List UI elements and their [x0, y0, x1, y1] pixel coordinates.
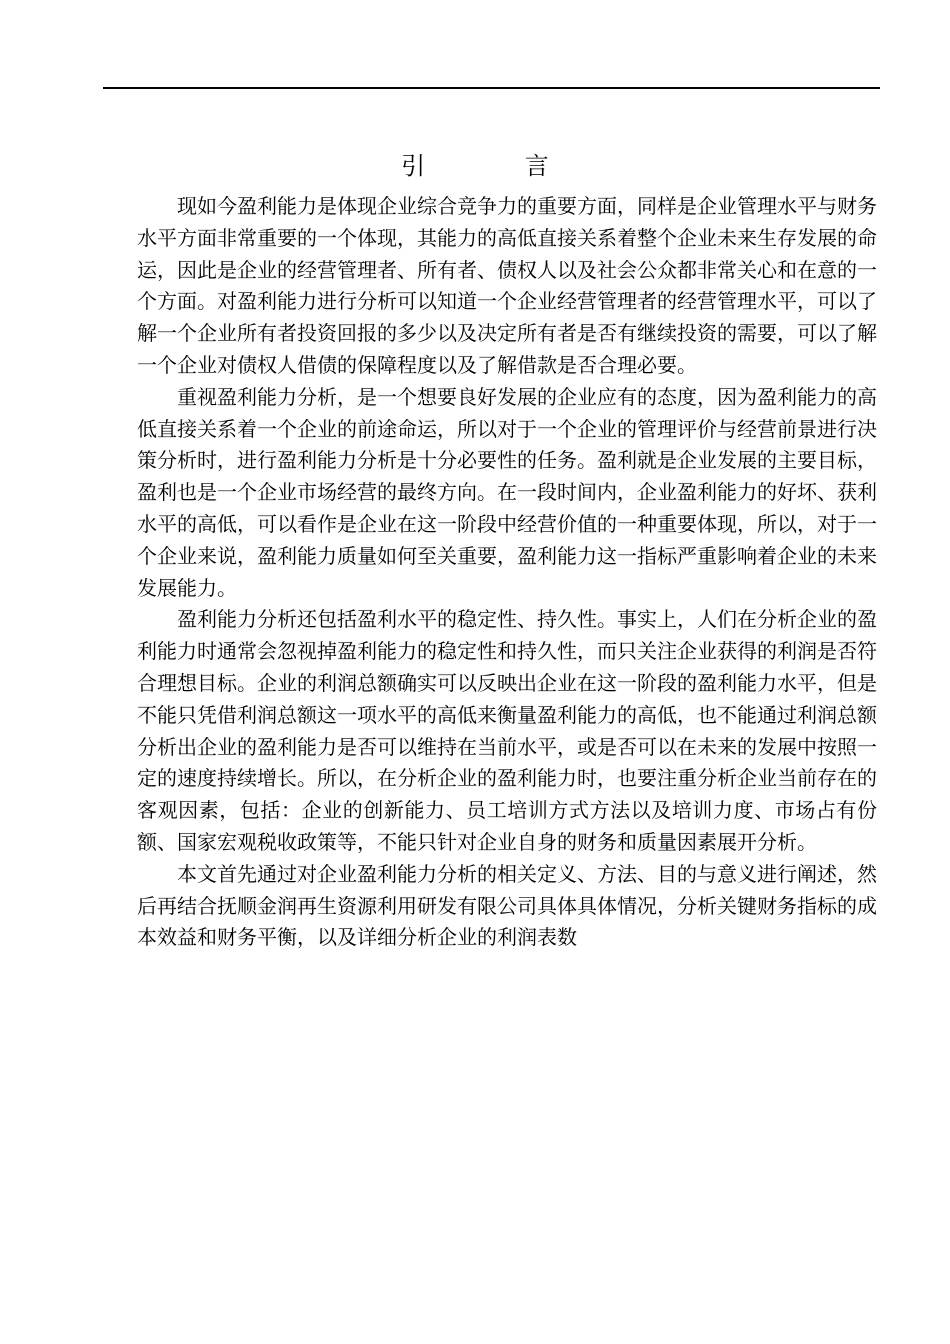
paragraph: 现如今盈利能力是体现企业综合竞争力的重要方面，同样是企业管理水平与财务水平方面非常重要的一个体现，其能力的高低直接关系着整个企业未来生存发展的命运，因此是企业的经营管理者、所有者、债权人以及社会公众都非常关心和在意的一个方面。对盈利能力进行分析可以知道一个企业经营管理者的经营管理水平，可以了解一个企业所有者投资回报的多少以及决定所有者是否有继续投资的需要，可以了解一个企业对债权人借债的保障程度以及了解借款是否合理必要。 — [137, 194, 877, 377]
paragraph: 盈利能力分析还包括盈利水平的稳定性、持久性。事实上，人们在分析企业的盈利能力时通常会忽视掉盈利能力的稳定性和持久性，而只关注企业获得的利润是否符合理想目标。企业的利润总额确实可以反映出企业在这一阶段的盈利能力水平，但是不能只凭借利润总额这一项水平的高低来衡量盈利能力的高低，也不能通过利润总额分析出企业的盈利能力是否可以维持在当前水平，或是否可以在未来的发展中按照一定的速度持续增长。所以，在分析企业的盈利能力时，也要注重分析企业当前存在的客观因素，包括：企业的创新能力、员工培训方式方法以及培训力度、市场占有份额、国家宏观税收政策等，不能只针对企业自身的财务和质量因素展开分析。 — [137, 607, 877, 854]
paragraph: 重视盈利能力分析，是一个想要良好发展的企业应有的态度，因为盈利能力的高低直接关系着一个企业的前途命运，所以对于一个企业的管理评价与经营前景进行决策分析时，进行盈利能力分析是十分必要性的任务。盈利就是企业发展的主要目标，盈利也是一个企业市场经营的最终方向。在一段时间内，企业盈利能力的好坏、获利水平的高低，可以看作是企业在这一阶段中经营价值的一种重要体现，所以，对于一个企业来说，盈利能力质量如何至关重要，盈利能力这一指标严重影响着企业的未来发展能力。 — [137, 384, 877, 600]
paragraph: 本文首先通过对企业盈利能力分析的相关定义、方法、目的与意义进行阐述，然后再结合抚顺金润再生资源利用研发有限公司具体具体情况，分析关键财务指标的成本效益和财务平衡，以及详细分析企业的利润表数 — [137, 861, 877, 950]
header-rule — [103, 87, 880, 89]
body-text — [137, 191, 877, 954]
page-title: 引 言 — [401, 152, 595, 180]
